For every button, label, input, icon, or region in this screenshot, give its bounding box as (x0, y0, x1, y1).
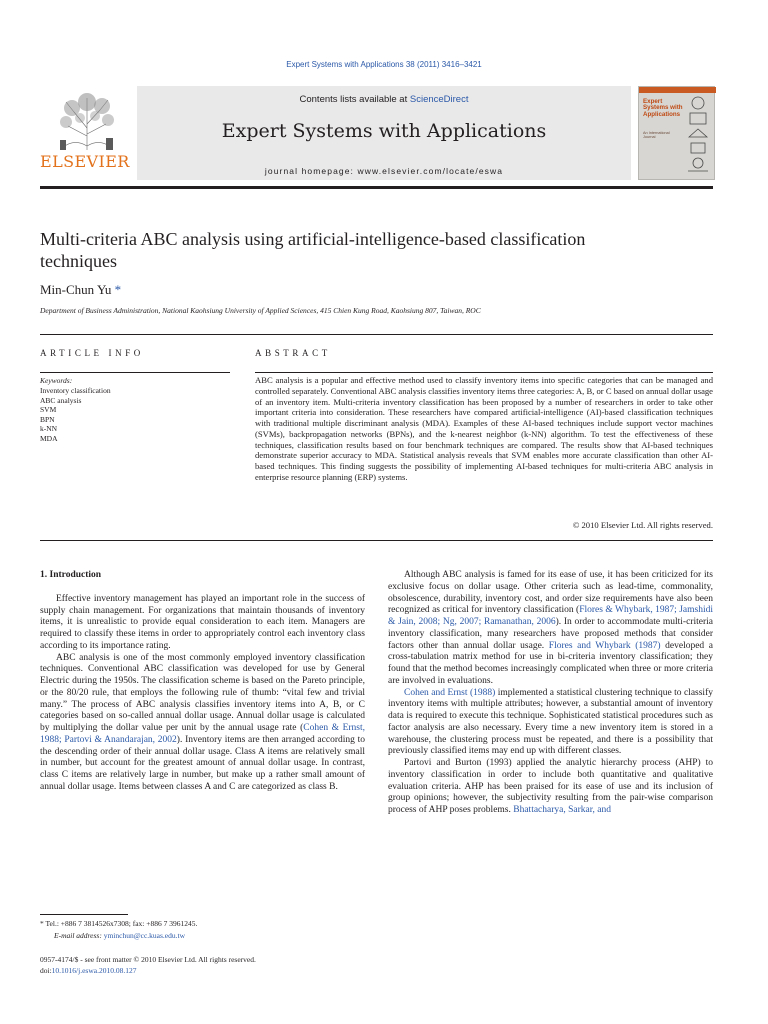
body-paragraph (388, 570, 713, 688)
author-name: Min-Chun Yu (40, 282, 112, 297)
doi-label: doi: (40, 966, 52, 975)
abstract-heading: ABSTRACT (255, 348, 331, 358)
body-paragraph: Effective inventory management has played an important role in the success of supply chain management. For organizations that maintain thousands of inventory items, it is unrealistic to provide equal consideration to each item. Managers are required to classify these items in order to appropriately control each inventory class according to its importance rating. (40, 593, 365, 651)
cover-stripe (639, 87, 716, 93)
abstract-bottom-rule (40, 540, 713, 541)
paragraph-text: ). Inventory items are then arranged according to the descending order of their annual dollar usage. Class A items are relatively small in number, but account for the greatest amount of annual dollar usage. In contrast, class C items are relatively large in number, but make up a rather small amount of annual dollar usage. Items between classes A and C are categorized as class B. (40, 734, 366, 792)
email-link[interactable]: yminchun@cc.kuas.edu.tw (103, 931, 185, 940)
body-paragraph (40, 653, 365, 794)
body-paragraph (388, 688, 713, 759)
keyword-item: Inventory classification (40, 386, 111, 395)
article-title: Multi-criteria ABC analysis using artificial-intelligence-based classification techniques (40, 229, 586, 271)
journal-cover-thumbnail[interactable] (638, 86, 715, 180)
paragraph-text: Although ABC analysis is famed for its ease of use, it has been criticized for its exclusive focus on dollar usage. Other criteria such as lead-time, commonality, obsolescence, durability, inventory cost, and order size requirements have also been recognized as critical for inventory classification ( (388, 570, 713, 616)
citation-link[interactable]: Cohen and Ernst (1988) (404, 687, 496, 698)
cover-title: Expert Systems with Applications (643, 98, 683, 118)
journal-name[interactable]: Expert Systems with Applications (221, 120, 547, 142)
citation-link[interactable]: Bhattacharya, Sarkar, and (513, 805, 611, 815)
body-paragraph (388, 758, 713, 817)
author-contact-footnote: * Tel.: +886 7 3814526x7308; fax: +886 7 3961245. (40, 919, 198, 928)
author-affiliation: Department of Business Administration, National Kaohsiung University of Applied Sciences, 415 Chien Kung Road, Kaohsiung 807, Taiwan, ROC (40, 306, 481, 315)
cover-graphics-icon (685, 95, 711, 175)
section-heading: 1. Introduction (40, 570, 102, 580)
keywords-label: Keywords: (40, 376, 73, 385)
publisher-name: ELSEVIER (40, 152, 130, 171)
journal-homepage[interactable]: journal homepage: www.elsevier.com/locate/eswa (264, 166, 504, 176)
citation-link[interactable]: Flores & Whybark, 1987; Jamshidi & Jain, 2008; Ng, 2007; Ramanathan, 2006 (388, 605, 713, 627)
keyword-item: ABC analysis (40, 395, 82, 405)
paragraph-text: ABC analysis is one of the most commonly employed inventory classification techniques. Conventional ABC classification was developed for use by General Electric during the 1950s. The classification scheme is based on the Pareto principle, or the 80/20 rule, that employs the following rule of thumb: “vital few and trivial many.” The process of ABC analysis classifies inventory items into A, B, or C categories based on so-called annual dollar usage. Annual dollar usage is calculated by multiplying the dollar value per unit by the annual usage rate ( (40, 652, 365, 733)
article-info-rule (40, 372, 230, 373)
abstract-rule (255, 372, 713, 373)
doi-line (40, 965, 256, 976)
header-rule (40, 186, 713, 189)
keyword-item: MDA (40, 433, 58, 443)
body-left-column (40, 570, 365, 794)
title-rule (40, 334, 713, 335)
keyword-item: k-NN (40, 424, 58, 433)
author-footnote-mark[interactable]: * (114, 282, 122, 297)
keywords-list (40, 386, 111, 443)
keyword-item: SVM (40, 405, 57, 414)
contents-prefix: Contents lists available at (299, 94, 410, 105)
cover-subtitle: An International Journal (643, 131, 670, 140)
paragraph-text: ). In order to accommodate multi-criteria inventory classification, many researchers have proposed methods that consider factors other than annual dollar usage. (388, 617, 713, 651)
abstract-text: ABC analysis is a popular and effective method used to classify inventory items into specific categories that can be managed and controlled separately. Conventional ABC analysis classifies inventory items three categories: A, B, or C based on annual dollar usage of an inventory item. Multi-criteria inventory classification has been proposed by a number of researchers in order to take other important criteria into consideration. These researchers have compared artificial-intelligence (AI)-based classification techniques with traditional multiple discriminant analysis (MDA). Examples of these AI-based techniques include support vector machines (SVMs), backpropagation networks (BPNs), and the k-nearest neighbor (k-NN) algorithm. To test the effectiveness of these techniques, classification results based on four benchmark techniques are compared. The results show that AI-based techniques demonstrate superior accuracy to MDA. Statistical analysis reveals that SVM enables more accurate classification than other AI-based techniques. This finding suggests the possibility of implementing AI-based techniques for multi-criteria ABC analysis in enterprise resource planning (ERP) systems. (255, 375, 713, 482)
body-right-column (388, 570, 713, 817)
citation-link[interactable]: Cohen & Ernst, 1988; Partovi & Anandarajan, 2002 (40, 723, 366, 745)
elsevier-tree-icon (54, 88, 120, 152)
journal-citation-link[interactable]: Expert Systems with Applications 38 (2011) 3416–3421 (286, 60, 482, 69)
paragraph-text: implemented a statistical clustering technique to classify inventory items with multiple attributes; however, a substantial amount of inventory data is required to execute this technique. Sophisticated statistical procedures such as factor analysis are also necessary. Every time a new inventory item is stored in a warehouse, the clustering process must be repeated, and there is a possibility that previously classified items may end up with different classes. (388, 687, 713, 757)
article-info-heading: ARTICLE INFO (40, 348, 144, 358)
citation-link[interactable]: Flores and Whybark (1987) (548, 640, 661, 651)
contents-availability (137, 94, 631, 105)
footnote-rule (40, 914, 128, 915)
front-matter (40, 954, 256, 976)
elsevier-logo[interactable] (40, 86, 128, 180)
email-label: E-mail address: (54, 931, 104, 940)
doi-link[interactable]: 10.1016/j.eswa.2010.08.127 (51, 966, 137, 975)
author-line (40, 282, 121, 298)
sciencedirect-link[interactable]: ScienceDirect (409, 94, 469, 105)
keyword-item: BPN (40, 414, 55, 424)
abstract-copyright: © 2010 Elsevier Ltd. All rights reserved. (572, 520, 713, 530)
issn-line: 0957-4174/$ - see front matter © 2010 Elsevier Ltd. All rights reserved. (40, 955, 256, 964)
paragraph-text: developed a cross-tabulation matrix method for use in bi-criteria inventory classification; they found that the method becomes increasingly complicated when three or more criteria are involved in evaluations. (388, 640, 713, 686)
paragraph-text: Partovi and Burton (1993) applied the analytic hierarchy process (AHP) to inventory classification in order to include both quantitative and qualitative evaluation criteria. AHP has been praised for its ease of use and its inclusion of group opinions; however, the subjectivity resulting from the pair-wise comparison process of AHP poses problems. (388, 758, 713, 815)
email-footnote (54, 931, 185, 940)
